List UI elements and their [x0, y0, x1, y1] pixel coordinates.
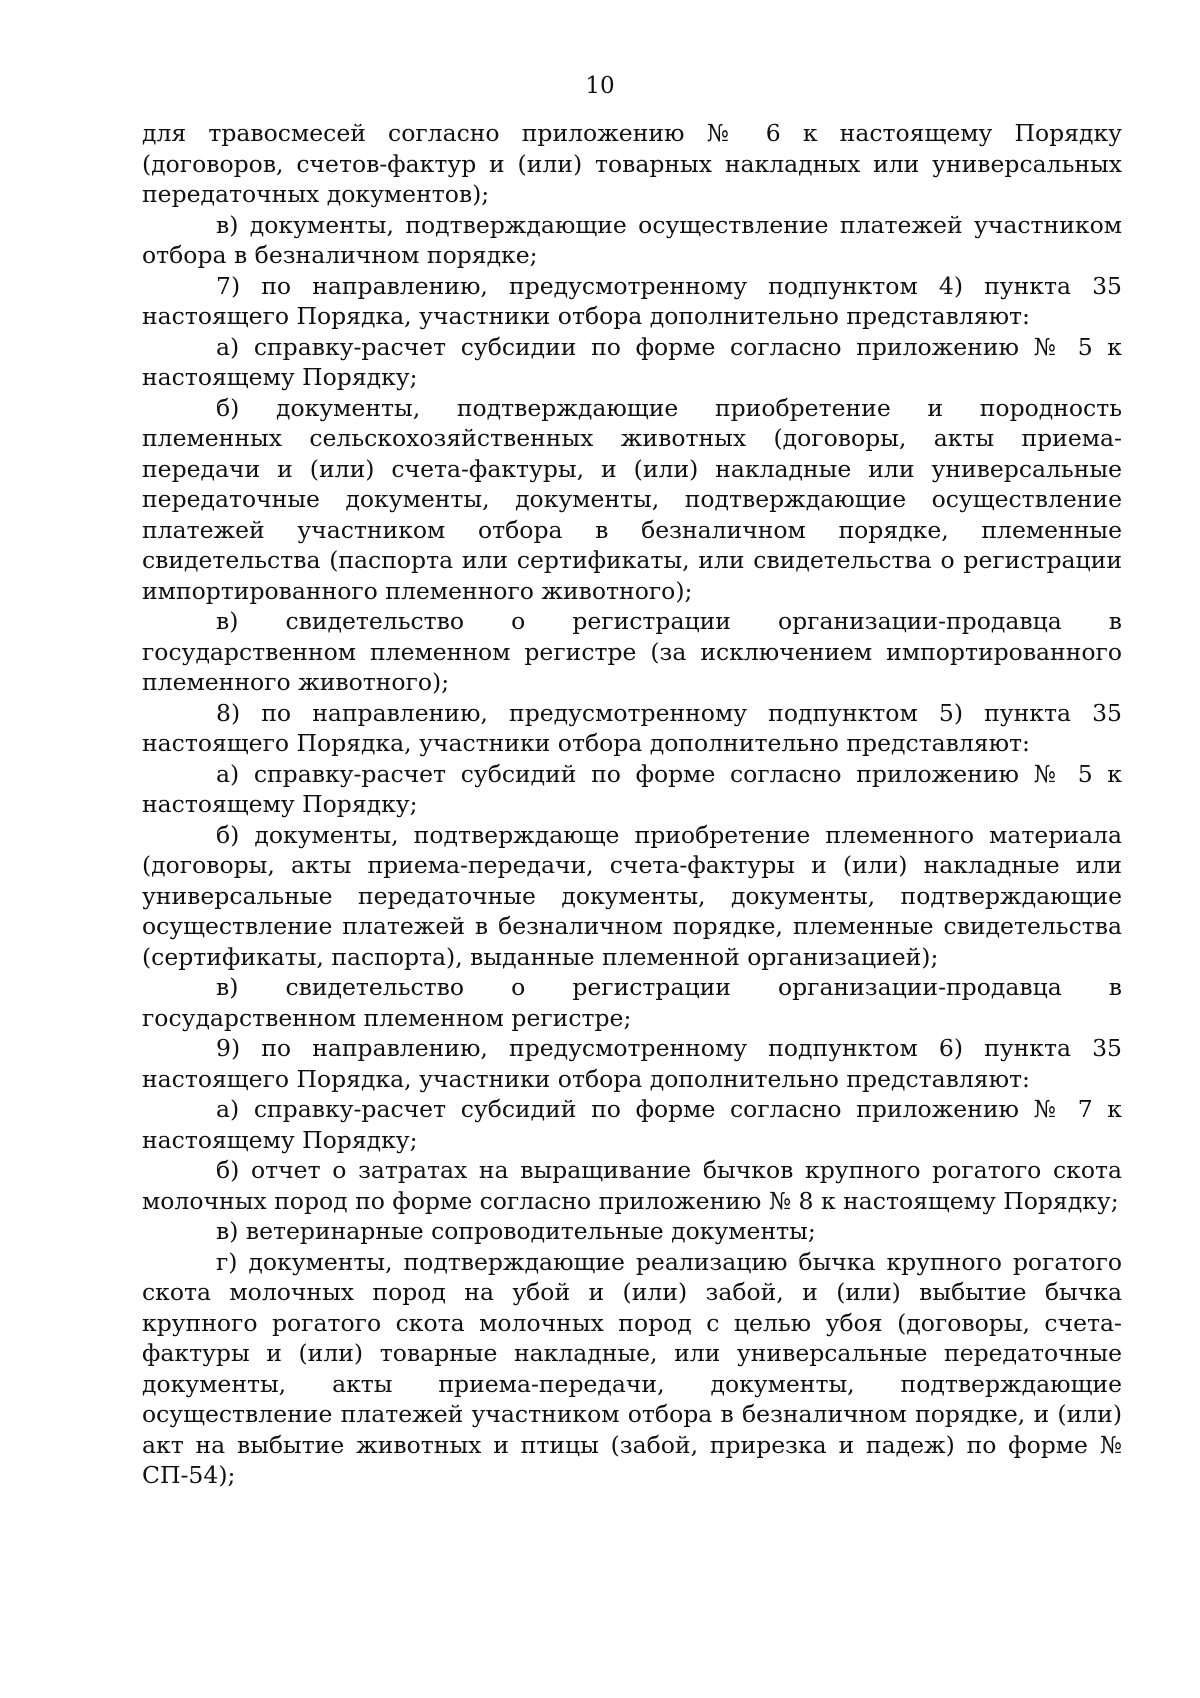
- page-number: 10: [585, 73, 615, 99]
- paragraph: б) документы, подтверждающе приобретение племенного материала (договоры, акты приема-передачи, счета-фактуры и (или) накладные или универсальные передаточные документы, документы, подтверждающие осуществление платежей в безналичном порядке, племенные свидетельства (сертификаты, паспорта), выданные племенной организацией);: [142, 820, 1122, 971]
- paragraph: в) документы, подтверждающие осуществление платежей участником отбора в безналичном порядке;: [142, 210, 1122, 269]
- paragraph: г) документы, подтверждающие реализацию бычка крупного рогатого скота молочных пород на убой и (или) забой, и (или) выбытие бычка крупного рогатого скота молочных пород с целью убоя (договоры, счета-фактуры и (или) товарные накладные, или универсальные передаточные документы, акты приема-передачи, документы, подтверждающие осуществление платежей участником отбора в безналичном порядке, и (или) акт на выбытие животных и птицы (забой, прирезка и падеж) по форме № СП-54);: [142, 1247, 1122, 1489]
- paragraph: б) документы, подтверждающие приобретение и породность племенных сельскохозяйственных животных (договоры, акты приема-передачи и (или) счета-фактуры, и (или) накладные или универсальные передаточные документы, документы, подтверждающие осуществление платежей участником отбора в безналичном порядке, племенные свидетельства (паспорта или сертификаты, или свидетельства о регистрации импортированного племенного животного);: [142, 393, 1122, 605]
- paragraph: в) свидетельство о регистрации организации-продавца в государственном племенном регистре;: [142, 973, 1122, 1032]
- paragraph: для травосмесей согласно приложению № 6 к настоящему Порядку (договоров, счетов-фактур и (или) товарных накладных или универсальных передаточных документов);: [142, 119, 1122, 208]
- paragraph: в) свидетельство о регистрации организации-продавца в государственном племенном регистре (за исключением импортированного племенного животного);: [142, 607, 1122, 696]
- paragraph: а) справку-расчет субсидии по форме согласно приложению № 5 к настоящему Порядку;: [142, 332, 1122, 391]
- paragraph: 8) по направлению, предусмотренному подпунктом 5) пункта 35 настоящего Порядка, участники отбора дополнительно представляют:: [142, 698, 1122, 757]
- paragraph: а) справку-расчет субсидий по форме согласно приложению № 7 к настоящему Порядку;: [142, 1095, 1122, 1154]
- paragraph: 9) по направлению, предусмотренному подпунктом 6) пункта 35 настоящего Порядка, участники отбора дополнительно представляют:: [142, 1034, 1122, 1093]
- paragraph: б) отчет о затратах на выращивание бычков крупного рогатого скота молочных пород по форме согласно приложению № 8 к настоящему Порядку;: [142, 1156, 1122, 1215]
- paragraph: а) справку-расчет субсидий по форме согласно приложению № 5 к настоящему Порядку;: [142, 759, 1122, 818]
- paragraph: в) ветеринарные сопроводительные документы;: [216, 1217, 816, 1245]
- paragraph: 7) по направлению, предусмотренному подпунктом 4) пункта 35 настоящего Порядка, участники отбора дополнительно представляют:: [142, 271, 1122, 330]
- document-body: [142, 118, 1122, 1491]
